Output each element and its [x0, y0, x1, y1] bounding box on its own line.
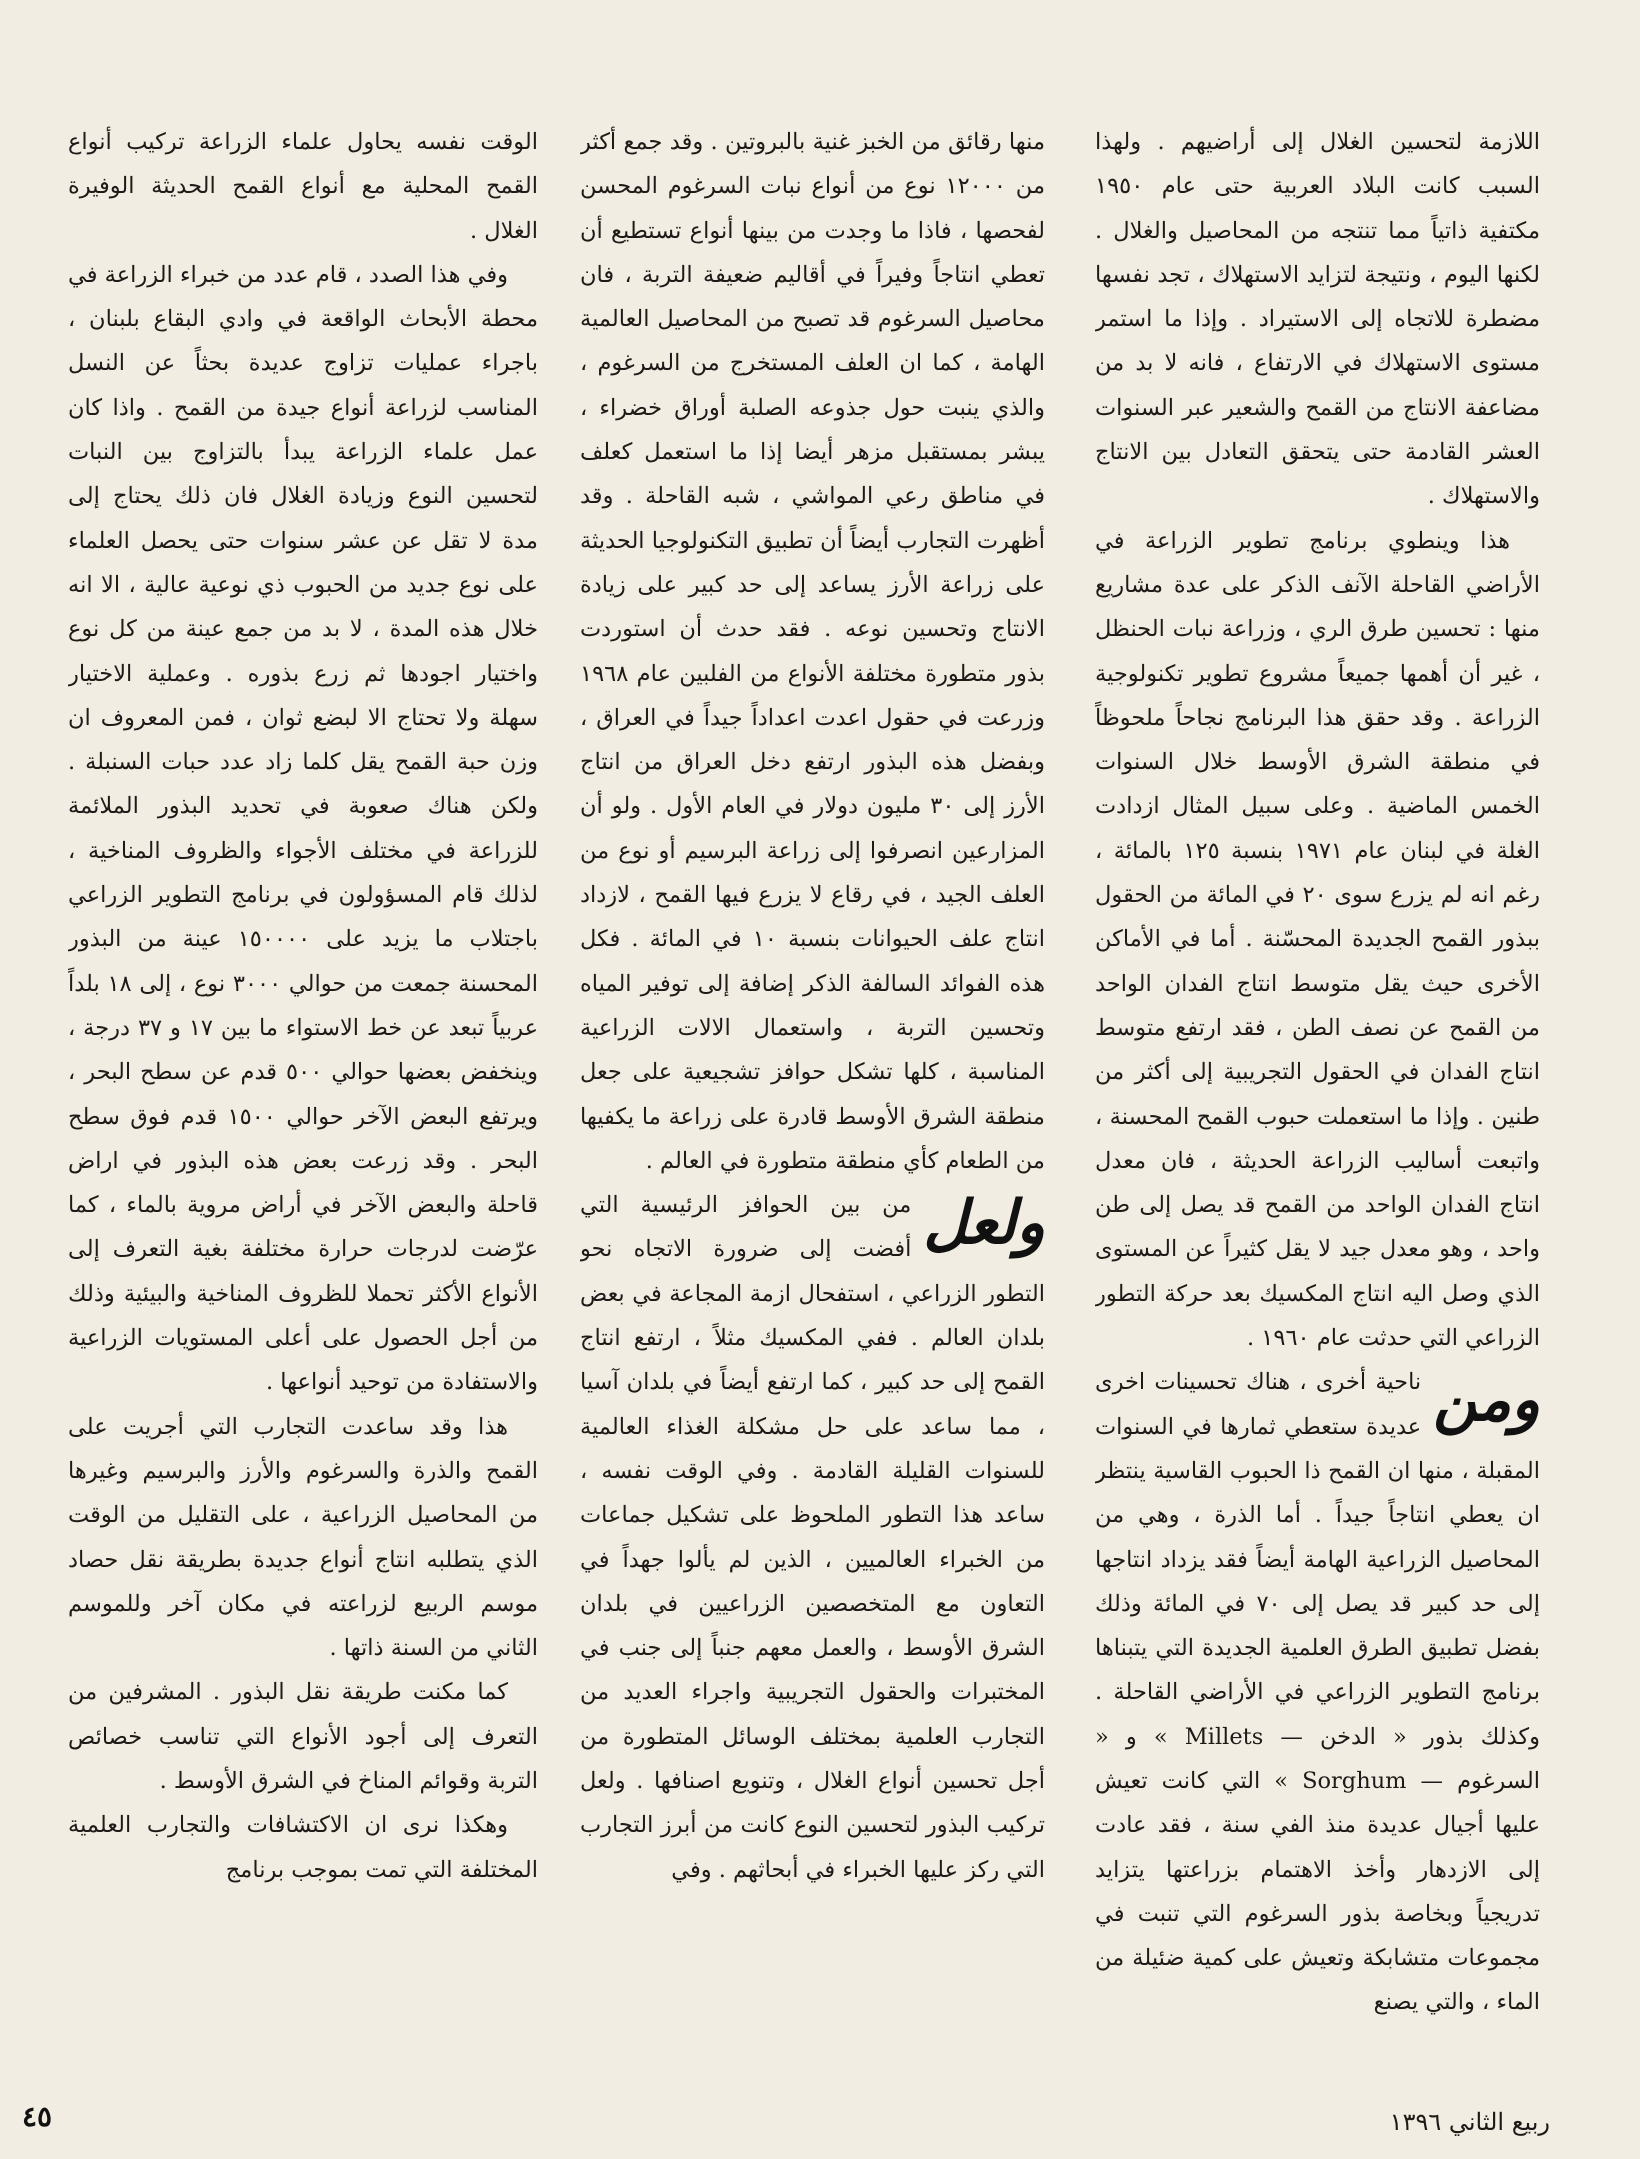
paragraph: هذا وقد ساعدت التجارب التي أجريت على القمح والذرة والسرغوم والأرز والبرسيم وغيرها من المحاصيل الزراعية ، على التقليل من الوقت الذي يتطلبه انتاج أنواع جديدة بطريقة نقل حصاد موسم الربيع لزراعته في مكان آخر وللموسم الثاني من السنة ذاتها .: [68, 1413, 538, 1662]
paragraph: منها رقائق من الخبز غنية بالبروتين . وقد جمع أكثر من ١٢٠٠٠ نوع من أنواع نبات السرغوم المحسن لفحصها ، فاذا ما وجدت من بينها أنواع تستطيع أن تعطي انتاجاً وفيراً في أقاليم ضعيفة التربة ، فان محاصيل السرغوم قد تصبح من المحاصيل العالمية الهامة ، كما ان العلف المستخرج من السرغوم ، والذي ينبت حول جذوعه الصلبة أوراق خضراء ، يبشر بمستقبل مزهر أيضا إذا ما استعمل كعلف في مناطق رعي المواشي ، شبه القاحلة . وقد أظهرت التجارب أيضاً أن تطبيق التكنولوجيا الحديثة على زراعة الأرز يساعد إلى حد كبير على زيادة الانتاج وتحسين نوعه . فقد حدث أن استوردت بذور متطورة مختلفة الأنواع من الفلبين عام ١٩٦٨ وزرعت في حقول اعدت اعداداً جيداً في العراق ، وبفضل هذه البذور ارتفع دخل العراق من انتاج الأرز إلى ٣٠ مليون دولار في العام الأول . ولو أن المزارعين انصرفوا إلى زراعة البرسيم أو نوع من العلف الجيد ، في رقاع لا يزرع فيها القمح ، لازداد انتاج علف الحيوانات بنسبة ١٠ في المائة . فكل هذه الفوائد السالفة الذكر إضافة إلى توفير المياه وتحسين التربة ، واستعمال الالات الزراعية المناسبة ، كلها تشكل حوافز تشجيعية على جعل منطقة الشرق الأوسط قادرة على زراعة ما يكفيها من الطعام كأي منطقة متطورة في العالم .: [580, 129, 1045, 1174]
issue-date: ربيع الثاني ١٣٩٦: [1389, 2108, 1550, 2136]
paragraph: وفي هذا الصدد ، قام عدد من خبراء الزراعة في محطة الأبحاث الواقعة في وادي البقاع بلبنان ، باجراء عمليات تزاوج عديدة بحثاً عن النسل المناسب لزراعة أنواع جيدة من القمح . واذا كان عمل علماء الزراعة يبدأ بالتزاوج بين النبات لتحسين النوع وزيادة الغلال فان ذلك يحتاج إلى مدة لا تقل عن عشر سنوات حتى يحصل العلماء على نوع جديد من الحبوب ذي نوعية عالية ، الا انه خلال هذه المدة ، لا بد من جمع عينة من كل نوع واختيار اجودها ثم زرع بذوره . وعملية الاختيار سهلة ولا تحتاج الا لبضع ثوان ، فمن المعروف ان وزن حبة القمح يقل كلما زاد عدد حبات السنبلة . ولكن هناك صعوبة في تحديد البذور الملائمة للزراعة في مختلف الأجواء والظروف المناخية ، لذلك قام المسؤولون في برنامج التطوير الزراعي باجتلاب ما يزيد على ١٥٠٠٠٠ عينة من البذور المحسنة جمعت من حوالي ٣٠٠٠ نوع ، إلى ١٨ بلداً عربياً تبعد عن خط الاستواء ما بين ١٧ و ٣٧ درجة ، وينخفض بعضها حوالي ٥٠٠ قدم عن سطح البحر ، ويرتفع البعض الآخر حوالي ١٥٠٠ قدم فوق سطح البحر . وقد زرعت بعض هذه البذور في اراض قاحلة والبعض الآخر في أراض مروية بالماء ، كما عرّضت لدرجات حرارة مختلفة بغية التعرف إلى الأنواع الأكثر تحملا للظروف المناخية والبيئية وذلك من أجل الحصول على أعلى المستويات الزراعية والاستفادة من توحيد أنواعها .: [68, 261, 538, 1396]
drop-cap: ومن: [1433, 1365, 1540, 1436]
paragraph-text: ناحية أخرى ، هناك تحسينات اخرى عديدة ستعطي ثمارها في السنوات المقبلة ، منها ان القمح ذا الحبوب القاسية ينتظر ان يعطي انتاجاً جيداً . أما الذرة ، وهي من المحاصيل الزراعية الهامة أيضاً فقد يزداد انتاجها إلى حد كبير قد يصل إلى ٧٠ في المائة وذلك بفضل تطبيق الطرق العلمية الجديدة التي يتبناها برنامج التطوير الزراعي في الأراضي القاحلة . وكذلك بذور « الدخن — Millets » و « السرغوم — Sorghum » التي كانت تعيش عليها أجيال عديدة منذ الفي سنة ، فقد عادت إلى الازدهار وأخذ الاهتمام بزراعتها يتزايد تدريجياً وبخاصة بذور السرغوم التي تنبت في مجموعات متشابكة وتعيش على كمية ضئيلة من الماء ، والتي يصنع: [1095, 1369, 1540, 2016]
drop-cap: ولعل: [923, 1188, 1045, 1259]
article-column-middle: [580, 120, 1045, 2095]
paragraph: اللازمة لتحسين الغلال إلى أراضيهم . ولهذا السبب كانت البلاد العربية حتى عام ١٩٥٠ مكتفية ذاتياً مما تنتجه من المحاصيل والغلال . لكنها اليوم ، ونتيجة لتزايد الاستهلاك ، تجد نفسها مضطرة للاتجاه إلى الاستيراد . وإذا ما استمر مستوى الاستهلاك في الارتفاع ، فانه لا بد من مضاعفة الانتاج من القمح والشعير عبر السنوات العشر القادمة حتى يتحقق التعادل بين الانتاج والاستهلاك .: [1095, 129, 1540, 510]
paragraph: وهكذا نرى ان الاكتشافات والتجارب العلمية المختلفة التي تمت بموجب برنامج: [68, 1812, 538, 1883]
article-column-right: [1095, 120, 1540, 2095]
paragraph-text: من بين الحوافز الرئيسية التي أفضت إلى ضرورة الاتجاه نحو التطور الزراعي ، استفحال ازمة المجاعة في بعض بلدان العالم . ففي المكسيك مثلاً ، ارتفع انتاج القمح إلى حد كبير ، كما ارتفع أيضاً في بلدان آسيا ، مما ساعد على حل مشكلة الغذاء العالمية للسنوات القليلة القادمة . وفي الوقت نفسه ، ساعد هذا التطور الملحوظ على تشكيل جماعات من الخبراء العالميين ، الذين لم يألوا جهداً في التعاون مع المتخصصين الزراعيين في بلدان الشرق الأوسط ، والعمل معهم جنباً إلى جنب في المختبرات والحقول التجريبية واجراء العديد من التجارب العلمية بمختلف الوسائل المتطورة من أجل تحسين أنواع الغلال ، وتنويع اصنافها . ولعل تركيب البذور لتحسين النوع كانت من أبرز التجارب التي ركز عليها الخبراء في أبحاثهم . وفي: [580, 1192, 1045, 1883]
page-number: ٤٥: [22, 2100, 53, 2133]
paragraph: هذا وينطوي برنامج تطوير الزراعة في الأراضي القاحلة الآنف الذكر على عدة مشاريع منها : تحسين طرق الري ، وزراعة نبات الحنظل ، غير أن أهمها جميعاً مشروع تطوير تكنولوجية الزراعة . وقد حقق هذا البرنامج نجاحاً ملحوظاً في منطقة الشرق الأوسط خلال السنوات الخمس الماضية . وعلى سبيل المثال ازدادت الغلة في لبنان عام ١٩٧١ بنسبة ١٢٥ بالمائة ، رغم انه لم يزرع سوى ٢٠ في المائة من الحقول ببذور القمح الجديدة المحسّنة . أما في الأماكن الأخرى حيث يقل متوسط انتاج الفدان الواحد من القمح عن نصف الطن ، فقد ارتفع متوسط انتاج الفدان في الحقول التجريبية إلى أكثر من طنين . وإذا ما استعملت حبوب القمح المحسنة ، واتبعت أساليب الزراعة الحديثة ، فان معدل انتاج الفدان الواحد من القمح قد يصل إلى طن واحد ، وهو معدل جيد لا يقل كثيراً عن المستوى الذي وصل اليه انتاج المكسيك بعد حركة التطور الزراعي التي حدثت عام ١٩٦٠ .: [1095, 527, 1540, 1352]
paragraph: الوقت نفسه يحاول علماء الزراعة تركيب أنواع القمح المحلية مع أنواع القمح الحديثة الوفيرة الغلال .: [68, 129, 538, 244]
paragraph: كما مكنت طريقة نقل البذور . المشرفين من التعرف إلى أجود الأنواع التي تناسب خصائص التربة وقوائم المناخ في الشرق الأوسط .: [68, 1679, 538, 1794]
article-column-left: [68, 120, 538, 2095]
paragraph: [1095, 1360, 1540, 2024]
paragraph: [580, 1183, 1045, 1892]
